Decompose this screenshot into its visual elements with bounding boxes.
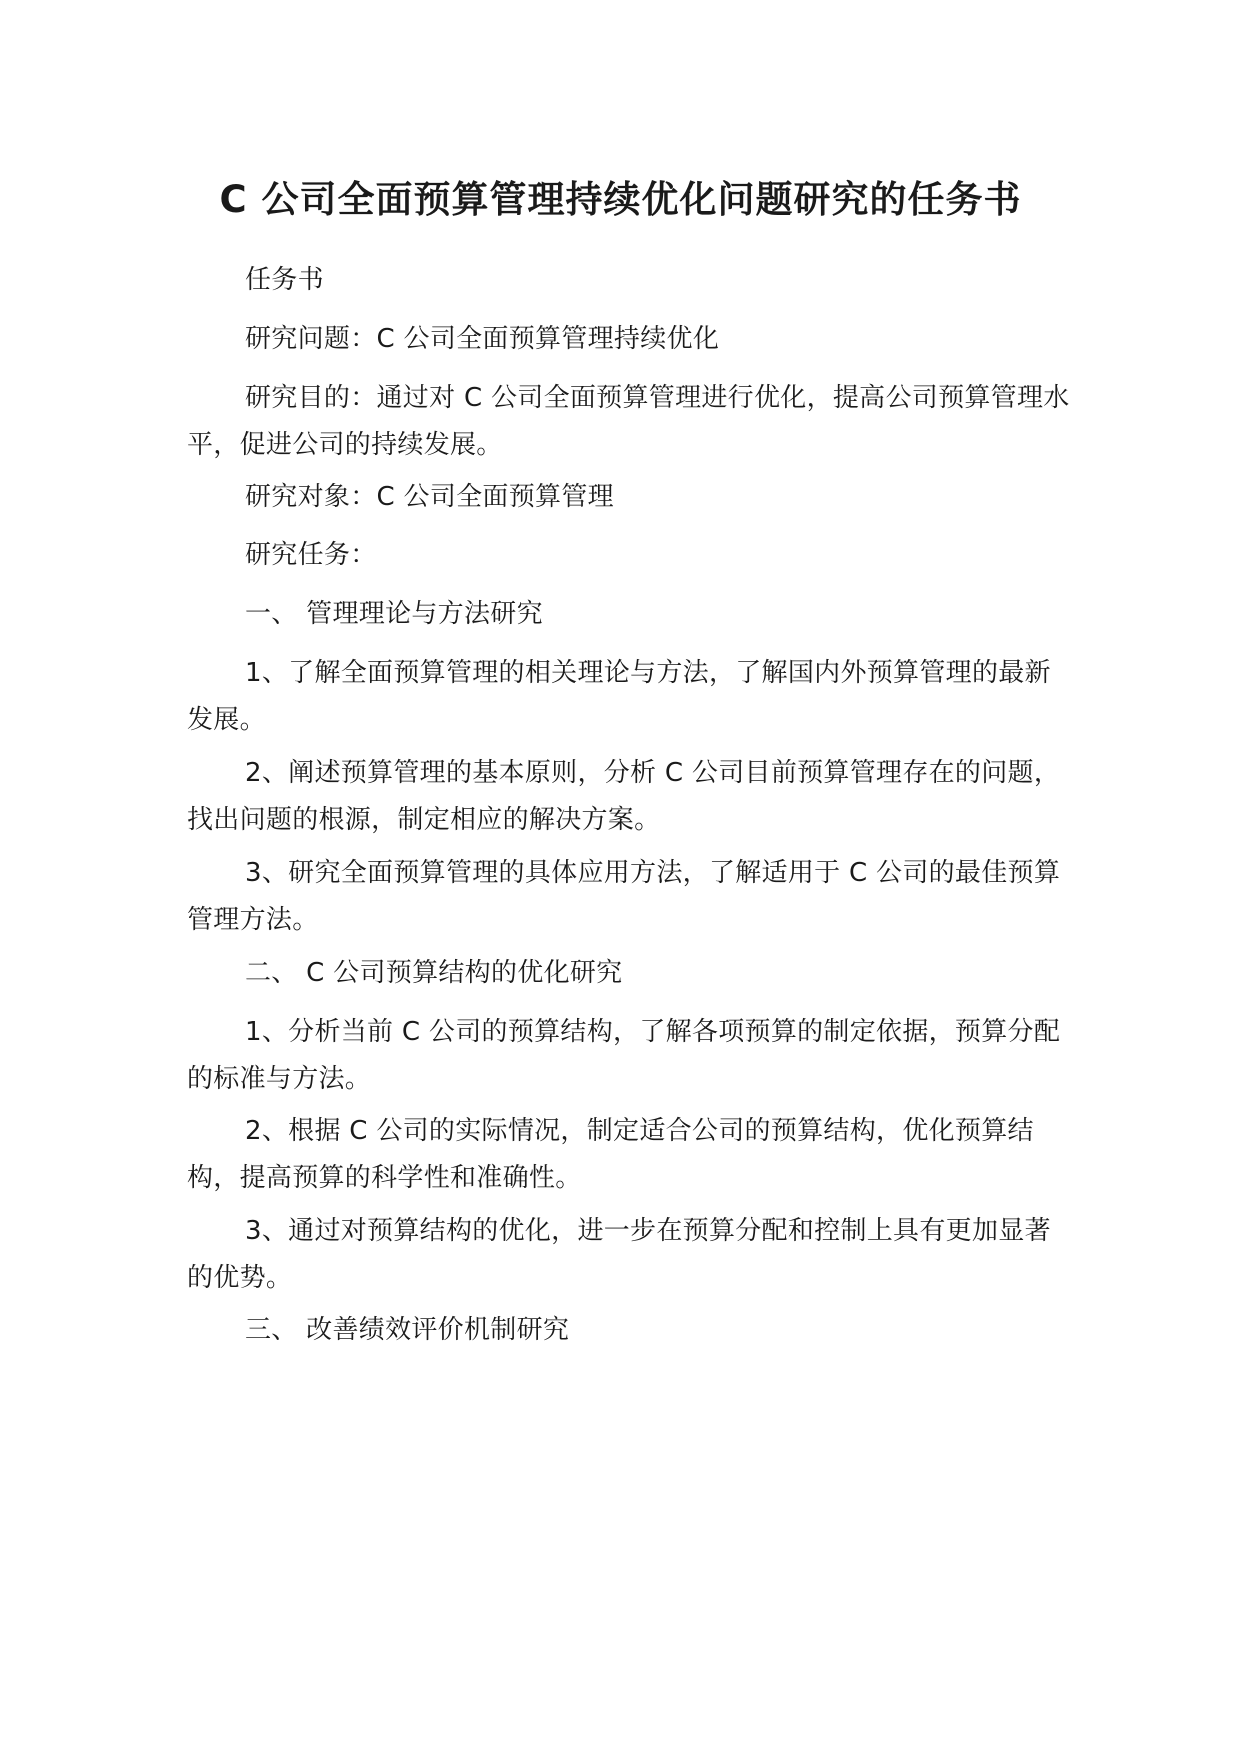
list-item: 3、研究全面预算管理的具体应用方法，了解适用于 C 公司的最佳预算管理方法。	[187, 858, 1061, 935]
paragraph-research-object: 研究对象：C 公司全面预算管理	[245, 482, 614, 512]
paragraph-research-purpose: 研究目的：通过对 C 公司全面预算管理进行优化，提高公司预算管理水平，促进公司的持续发展。	[187, 383, 1070, 460]
document-title: C 公司全面预算管理持续优化问题研究的任务书	[219, 178, 1022, 221]
list-item: 1、分析当前 C 公司的预算结构，了解各项预算的制定依据，预算分配的标准与方法。	[187, 1017, 1061, 1094]
list-item: 1、了解全面预算管理的相关理论与方法，了解国内外预算管理的最新发展。	[187, 658, 1051, 735]
list-item: 2、阐述预算管理的基本原则，分析 C 公司目前预算管理存在的问题，找出问题的根源，制定相应的解决方案。	[187, 758, 1061, 835]
list-item: 2、根据 C 公司的实际情况，制定适合公司的预算结构，优化预算结构，提高预算的科学性和准确性。	[187, 1116, 1034, 1193]
section-heading-3: 三、 改善绩效评价机制研究	[245, 1315, 570, 1345]
paragraph-task-heading: 任务书	[245, 265, 324, 295]
section-heading-2: 二、 C 公司预算结构的优化研究	[245, 958, 623, 988]
section-heading-1: 一、 管理理论与方法研究	[245, 599, 543, 629]
paragraph-research-question: 研究问题：C 公司全面预算管理持续优化	[245, 324, 720, 354]
paragraph-research-tasks: 研究任务：	[245, 540, 377, 570]
list-item: 3、通过对预算结构的优化，进一步在预算分配和控制上具有更加显著的优势。	[187, 1216, 1051, 1293]
